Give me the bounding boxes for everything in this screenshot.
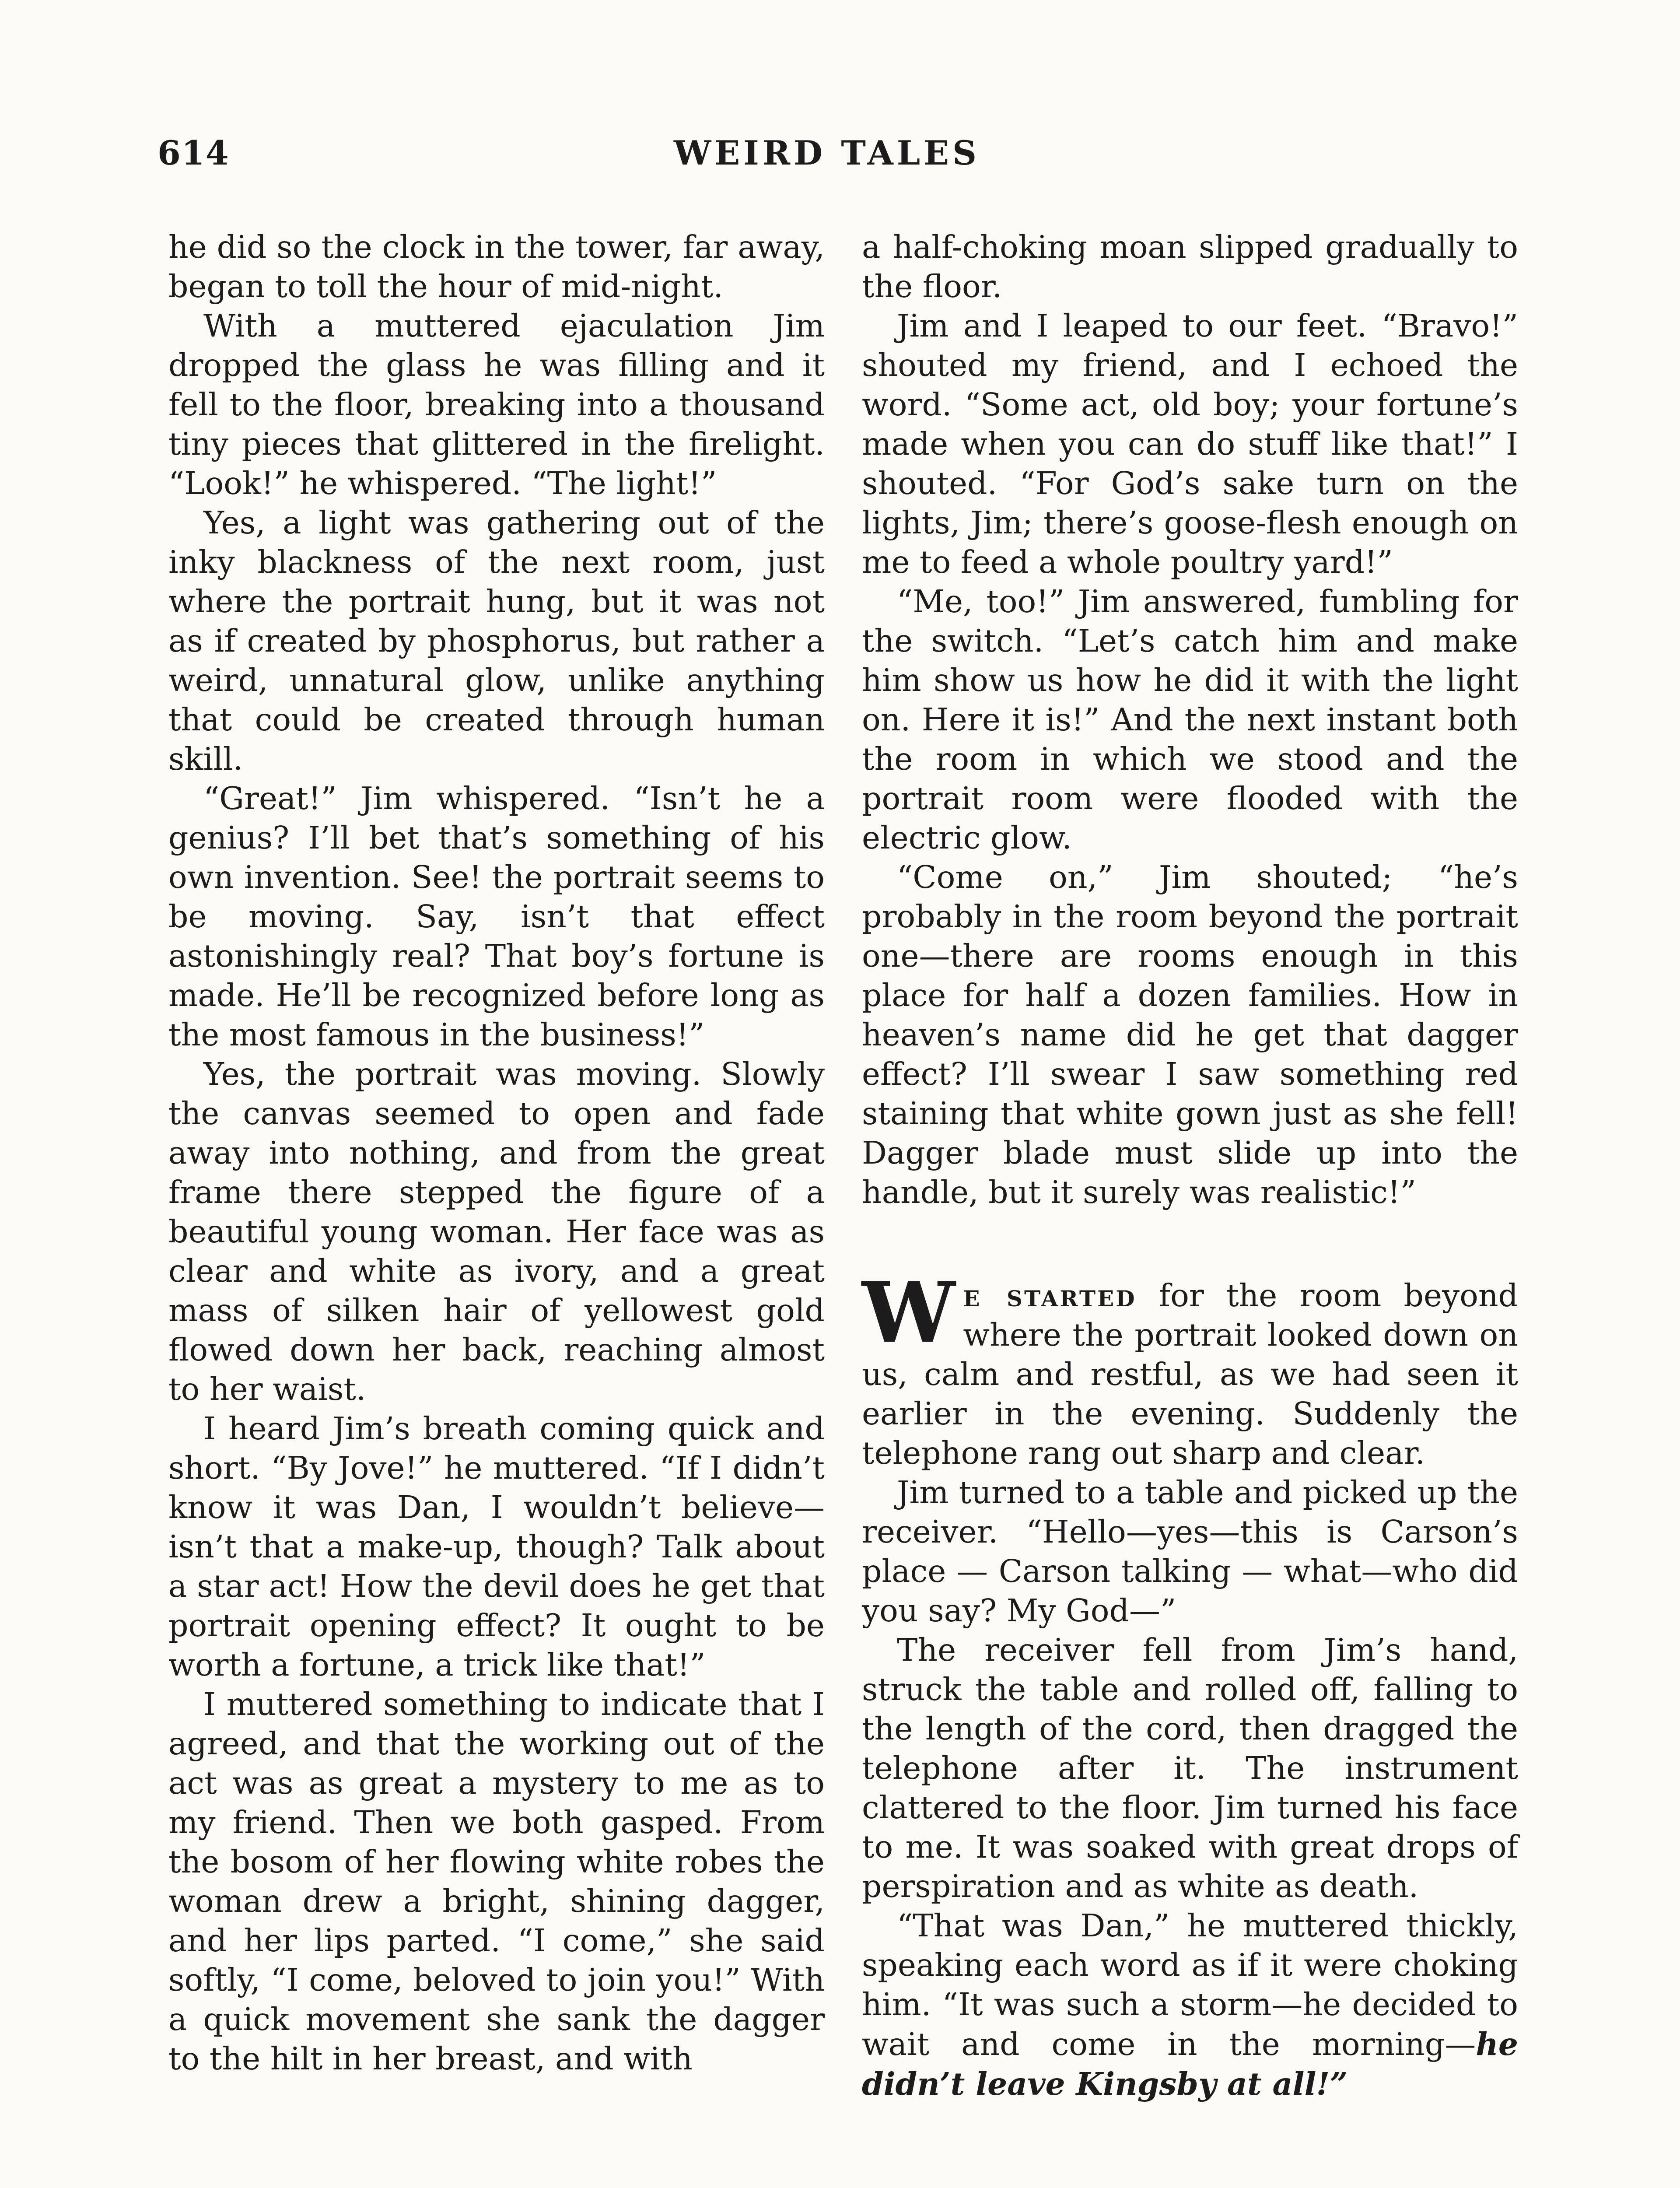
page-header: [158, 133, 1527, 182]
paragraph: “Me, too!” Jim answered, fumbling for the switch. “Let’s catch him and make him show us how he did it with the light on. Here it is!” And the next instant both the room in which we stood and the portrait room were flooded with the electric glow.: [862, 583, 1518, 856]
section-break: [862, 1212, 1518, 1276]
closing-paragraph: [862, 1906, 1518, 2104]
paragraph: I muttered something to indicate that I agreed, and that the working out of the act was as great a mystery to me as to my friend. Then we both gasped. From the bosom of her flowing white robes the woman drew a bright, shining dagger, and her lips parted. “I come,” she said softly, “I come, beloved to join you!” With a quick movement she sank the dagger to the hilt in her breast, and with: [168, 1686, 825, 2077]
running-title: WEIRD TALES: [674, 133, 980, 172]
section-opening-paragraph: [862, 1264, 1518, 1473]
paragraph: he did so the clock in the tower, far away, began to toll the hour of mid-night.: [168, 229, 825, 305]
paragraph: Yes, the portrait was moving. Slowly the canvas seemed to open and fade away into nothing, and from the great frame there stepped the figure of a beautiful young woman. Her face was as clear and white as ivory, and a great mass of silken hair of yellowest gold flowed down her back, reaching almost to her waist.: [168, 1056, 825, 1407]
paragraph: Jim turned to a table and picked up the receiver. “Hello—yes—this is Carson’s place — Carson talking — what—who did you say? My God—”: [862, 1474, 1518, 1629]
small-caps-lead: e started: [963, 1277, 1137, 1314]
paragraph: “Come on,” Jim shouted; “he’s probably in the room beyond the portrait one—there are rooms enough in this place for half a dozen families. How in heaven’s name did he get that dagger effect? I’ll swear I saw something red staining that white gown just as she fell! Dagger blade must slide up into the handle, but it surely was realistic!”: [862, 859, 1518, 1210]
page-number: 614: [158, 133, 230, 172]
paragraph-text: “That was Dan,” he muttered thickly, speaking each word as if it were choking him. “It was such a storm—he decided to wait and come in the morning—: [862, 1907, 1518, 2062]
paragraph: “Great!” Jim whispered. “Isn’t he a genius? I’ll bet that’s something of his own invention. See! the portrait seems to be moving. Say, isn’t that effect astonishingly real? That boy’s fortune is made. He’ll be recognized before long as the most famous in the business!”: [168, 780, 825, 1053]
left-column: [168, 228, 825, 2079]
paragraph-text: for the room beyond where the portrait looked down on us, calm and restful, as we had seen it earlier in the evening. Suddenly the telephone rang out sharp and clear.: [862, 1277, 1518, 1471]
paragraph: With a muttered ejaculation Jim dropped the glass he was filling and it fell to the floor, breaking into a thousand tiny pieces that glittered in the firelight. “Look!” he whispered. “The light!”: [168, 308, 825, 501]
paragraph: The receiver fell from Jim’s hand, struck the table and rolled off, falling to the length of the cord, then dragged the telephone after it. The instrument clattered to the floor. Jim turned his face to me. It was soaked with great drops of perspiration and as white as death.: [862, 1632, 1518, 1904]
paragraph: a half-choking moan slipped gradually to the floor.: [862, 229, 1518, 305]
paragraph: Jim and I leaped to our feet. “Bravo!” shouted my friend, and I echoed the word. “Some act, old boy; your fortune’s made when you can do stuff like that!” I shouted. “For God’s sake turn on the lights, Jim; there’s goose-flesh enough on me to feed a whole poultry yard!”: [862, 308, 1518, 580]
paragraph: Yes, a light was gathering out of the inky blackness of the next room, just where the portrait hung, but it was not as if created by phosphorus, but rather a weird, unnatural glow, unlike anything that could be created through human skill.: [168, 505, 825, 777]
drop-cap: W: [862, 1264, 956, 1361]
right-column: [862, 228, 1518, 2104]
italic-emphasis: he didn’t leave Kingsby at all!”: [862, 2026, 1518, 2102]
paragraph: I heard Jim’s breath coming quick and short. “By Jove!” he muttered. “If I didn’t know it was Dan, I wouldn’t believe—isn’t that a make-up, though? Talk about a star act! How the devil does he get that portrait opening effect? It ought to be worth a fortune, a trick like that!”: [168, 1410, 825, 1683]
